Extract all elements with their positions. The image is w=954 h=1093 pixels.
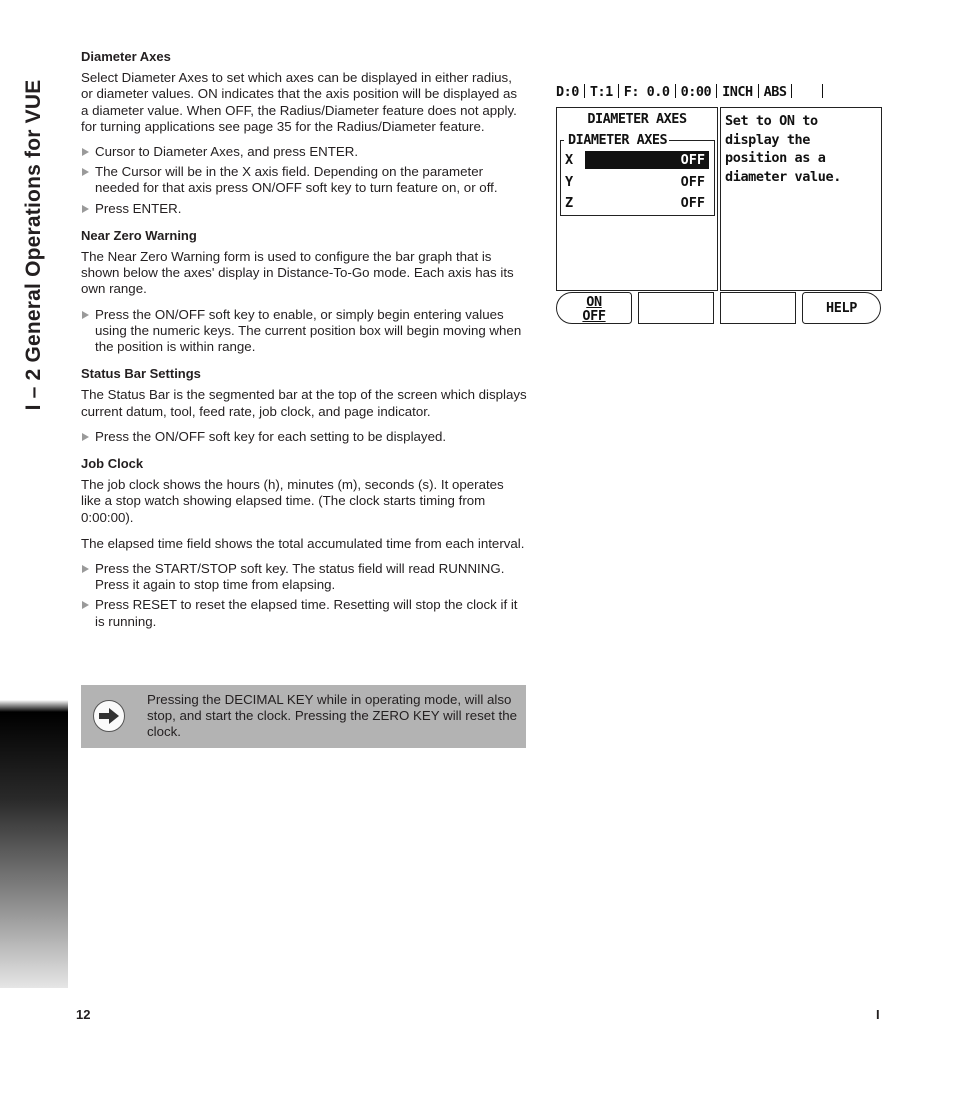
axis-field-z[interactable] <box>563 194 711 213</box>
status-units: INCH <box>722 84 753 100</box>
step-arrow-icon <box>82 168 89 176</box>
paragraph: The Status Bar is the segmented bar at the top of the screen which displays current datum, tool, feed rate, job clock, and page indicator. <box>81 387 527 419</box>
section-heading: Job Clock <box>81 456 144 472</box>
status-feed: F: 0.0 <box>623 84 670 100</box>
lcd-help-panel <box>720 107 882 291</box>
status-clock: 0:00 <box>680 84 712 100</box>
softkey-on-label: ON <box>586 294 602 310</box>
paragraph: The elapsed time field shows the total accumulated time from each interval. <box>81 535 525 551</box>
step-item <box>81 144 527 160</box>
section-status-bar-settings <box>81 366 527 445</box>
chapter-side-tab <box>0 0 68 988</box>
lcd-status-bar <box>556 84 828 104</box>
step-item <box>81 307 527 356</box>
status-mode: ABS <box>763 84 787 100</box>
axis-field-x[interactable] <box>563 151 711 170</box>
step-item <box>81 164 527 196</box>
axis-label: Z <box>565 195 574 211</box>
step-text: Press ENTER. <box>95 200 182 216</box>
step-arrow-icon <box>82 311 89 319</box>
step-item <box>81 597 527 629</box>
step-text: Press the ON/OFF soft key for each setting to be displayed. <box>95 428 447 444</box>
step-text: Press the START/STOP soft key. The status field will read RUNNING. Press it again to stop time from elapsing. <box>95 561 505 593</box>
step-arrow-icon <box>82 433 89 441</box>
form-title: DIAMETER AXES <box>587 111 687 127</box>
step-text: Press the ON/OFF soft key to enable, or simply begin entering values using the numeric keys. The current position box will begin moving when the position is within range. <box>95 306 522 355</box>
page-number: 12 <box>76 1007 91 1022</box>
step-text: Press RESET to reset the elapsed time. Resetting will stop the clock if it is running. <box>95 597 518 629</box>
axis-label: X <box>565 152 574 168</box>
group-label: DIAMETER AXES <box>568 132 668 148</box>
main-text-column <box>81 49 527 641</box>
paragraph: The job clock shows the hours (h), minutes (m), seconds (s). It operates like a stop watch showing elapsed time. (The clock starts timing from 0:00:00). <box>81 477 504 525</box>
step-arrow-icon <box>82 148 89 156</box>
step-arrow-icon <box>82 565 89 573</box>
note-text: Pressing the DECIMAL KEY while in operating mode, will also stop, and start the clock. Pressing the ZERO KEY will reset the clock. <box>147 692 518 740</box>
lcd-screen <box>556 82 882 328</box>
arrow-right-icon <box>93 700 125 732</box>
paragraph: The Near Zero Warning form is used to configure the bar graph that is shown below the axes' display in Distance-To-Go mode. Each axis has its own range. <box>81 249 514 297</box>
note-box <box>81 685 526 748</box>
section-heading: Status Bar Settings <box>81 366 201 382</box>
axis-field-y[interactable] <box>563 173 711 192</box>
section-near-zero-warning <box>81 228 527 355</box>
step-item <box>81 561 527 593</box>
section-heading: Diameter Axes <box>81 49 171 64</box>
status-datum: D:0 <box>556 84 579 100</box>
step-text: The Cursor will be in the X axis field. Depending on the parameter needed for that axis press ON/OFF soft key to turn feature on, or off. <box>95 164 498 196</box>
chapter-marker: I <box>876 1007 880 1022</box>
help-text: Set to ON to display the position as a diameter value. <box>725 113 841 185</box>
paragraph: Select Diameter Axes to set which axes can be displayed in either radius, or diameter values. ON indicates that the axis position will be displayed as a diameter value. When OFF, the Radius/Diameter feature does not apply. for turning applications see page 35 for the Radius/Diameter feature. <box>81 70 518 134</box>
on-off-softkey[interactable] <box>556 292 632 324</box>
section-diameter-axes <box>81 49 527 217</box>
step-text: Cursor to Diameter Axes, and press ENTER. <box>95 144 359 160</box>
step-item <box>81 201 527 217</box>
chapter-title: I – 2 General Operations for VUE <box>22 79 45 411</box>
axis-value: OFF <box>585 151 709 169</box>
section-job-clock <box>81 456 527 630</box>
axis-value: OFF <box>680 195 705 211</box>
softkey-off-label: OFF <box>582 308 606 324</box>
axis-value: OFF <box>680 174 705 190</box>
lcd-form-panel <box>556 107 718 291</box>
softkey-blank-1[interactable] <box>638 292 714 324</box>
diameter-axes-group <box>560 132 715 216</box>
step-arrow-icon <box>82 205 89 213</box>
axis-label: Y <box>565 174 574 190</box>
section-heading: Near Zero Warning <box>81 227 197 243</box>
softkey-blank-2[interactable] <box>720 292 796 324</box>
help-softkey[interactable]: HELP <box>802 292 881 324</box>
step-arrow-icon <box>82 601 89 609</box>
status-tool: T:1 <box>589 84 613 100</box>
step-item <box>81 429 527 445</box>
